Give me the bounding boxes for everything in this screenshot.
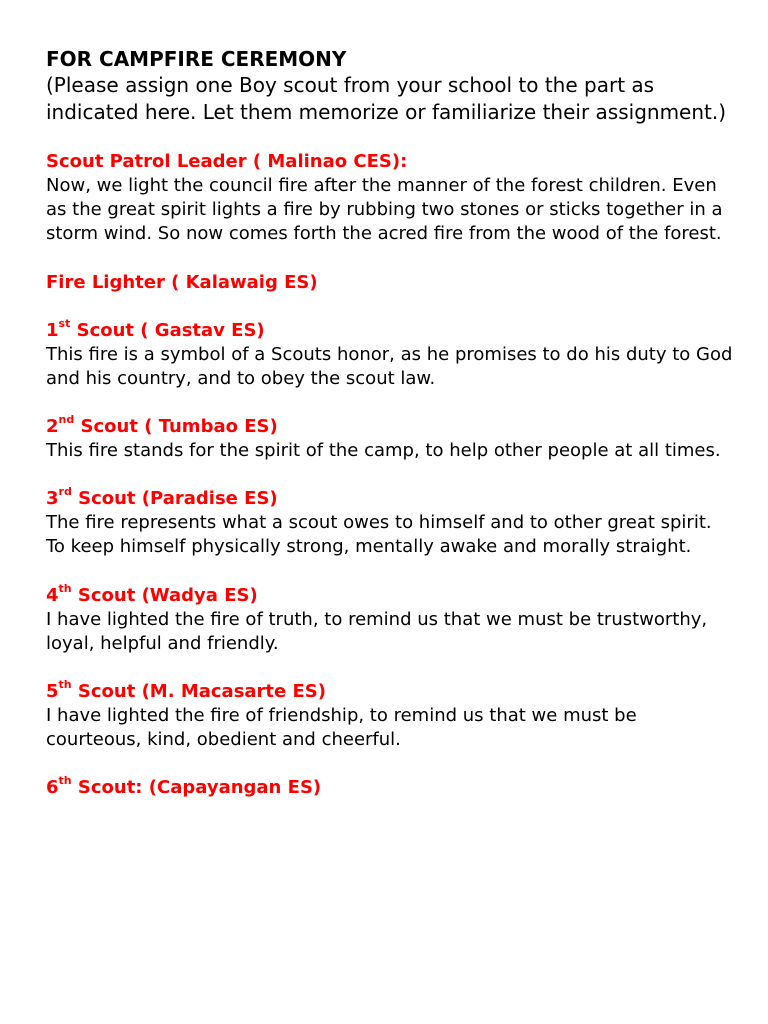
document-intro: (Please assign one Boy scout from your school to the part as indicated here. Let them memorize or familiarize their assignment.) xyxy=(46,73,727,124)
heading-ordinal: 3 xyxy=(46,488,59,510)
heading-ordinal-suffix: th xyxy=(58,678,72,692)
section-patrol-leader xyxy=(46,150,736,247)
heading-ordinal: 6 xyxy=(46,777,59,799)
heading-label: Scout (Paradise ES) xyxy=(71,488,278,510)
heading-ordinal: 1 xyxy=(46,319,59,341)
heading-ordinal: 4 xyxy=(46,584,59,606)
section-text: I have lighted the fire of friendship, to remind us that we must be courteous, kind, obedient and cheerful. xyxy=(46,705,637,751)
heading-label: Scout ( Gastav ES) xyxy=(70,319,265,341)
section-text: This fire is a symbol of a Scouts honor, as he promises to do his duty to God and his country, and to obey the scout law. xyxy=(46,343,733,389)
section-heading xyxy=(46,487,736,511)
heading-ordinal: 2 xyxy=(46,416,59,438)
section-text: Now, we light the council fire after the manner of the forest children. Even as the great spirit lights a fire by rubbing two stones or sticks together in a storm wind. So now comes forth the acred fire from the wood of the forest. xyxy=(46,175,723,245)
section-scout-6 xyxy=(46,776,736,800)
section-heading xyxy=(46,776,736,800)
heading-ordinal-suffix: th xyxy=(58,774,72,788)
section-text: The fire represents what a scout owes to himself and to other great spirit. To keep himself physically strong, mentally awake and morally straight. xyxy=(46,512,712,558)
section-scout-2 xyxy=(46,415,736,463)
section-scout-1 xyxy=(46,316,736,391)
document-page xyxy=(46,46,736,800)
heading-label: Scout (M. Macasarte ES) xyxy=(71,681,326,703)
section-heading xyxy=(46,680,736,704)
section-scout-4 xyxy=(46,581,736,656)
section-fire-lighter xyxy=(46,271,736,295)
section-text: I have lighted the fire of truth, to remind us that we must be trustworthy, loyal, helpful and friendly. xyxy=(46,608,708,654)
section-scout-5 xyxy=(46,680,736,752)
heading-ordinal-suffix: nd xyxy=(58,413,75,427)
heading-ordinal: 5 xyxy=(46,681,59,703)
document-title: FOR CAMPFIRE CEREMONY xyxy=(46,47,347,71)
section-text: This fire stands for the spirit of the camp, to help other people at all times. xyxy=(46,440,721,462)
heading-label: Scout Patrol Leader ( Malinao CES): xyxy=(46,151,408,172)
heading-label: Scout ( Tumbao ES) xyxy=(74,416,278,438)
heading-ordinal-suffix: th xyxy=(58,581,72,595)
section-heading xyxy=(46,316,736,343)
section-heading xyxy=(46,581,736,608)
section-scout-3 xyxy=(46,487,736,559)
section-heading xyxy=(46,150,736,174)
heading-ordinal-suffix: rd xyxy=(58,485,72,499)
section-heading xyxy=(46,271,736,295)
heading-ordinal-suffix: st xyxy=(58,316,71,330)
heading-label: Scout: (Capayangan ES) xyxy=(71,777,322,799)
heading-label: Fire Lighter ( Kalawaig ES) xyxy=(46,271,318,293)
section-heading xyxy=(46,415,736,439)
heading-label: Scout (Wadya ES) xyxy=(71,584,258,606)
